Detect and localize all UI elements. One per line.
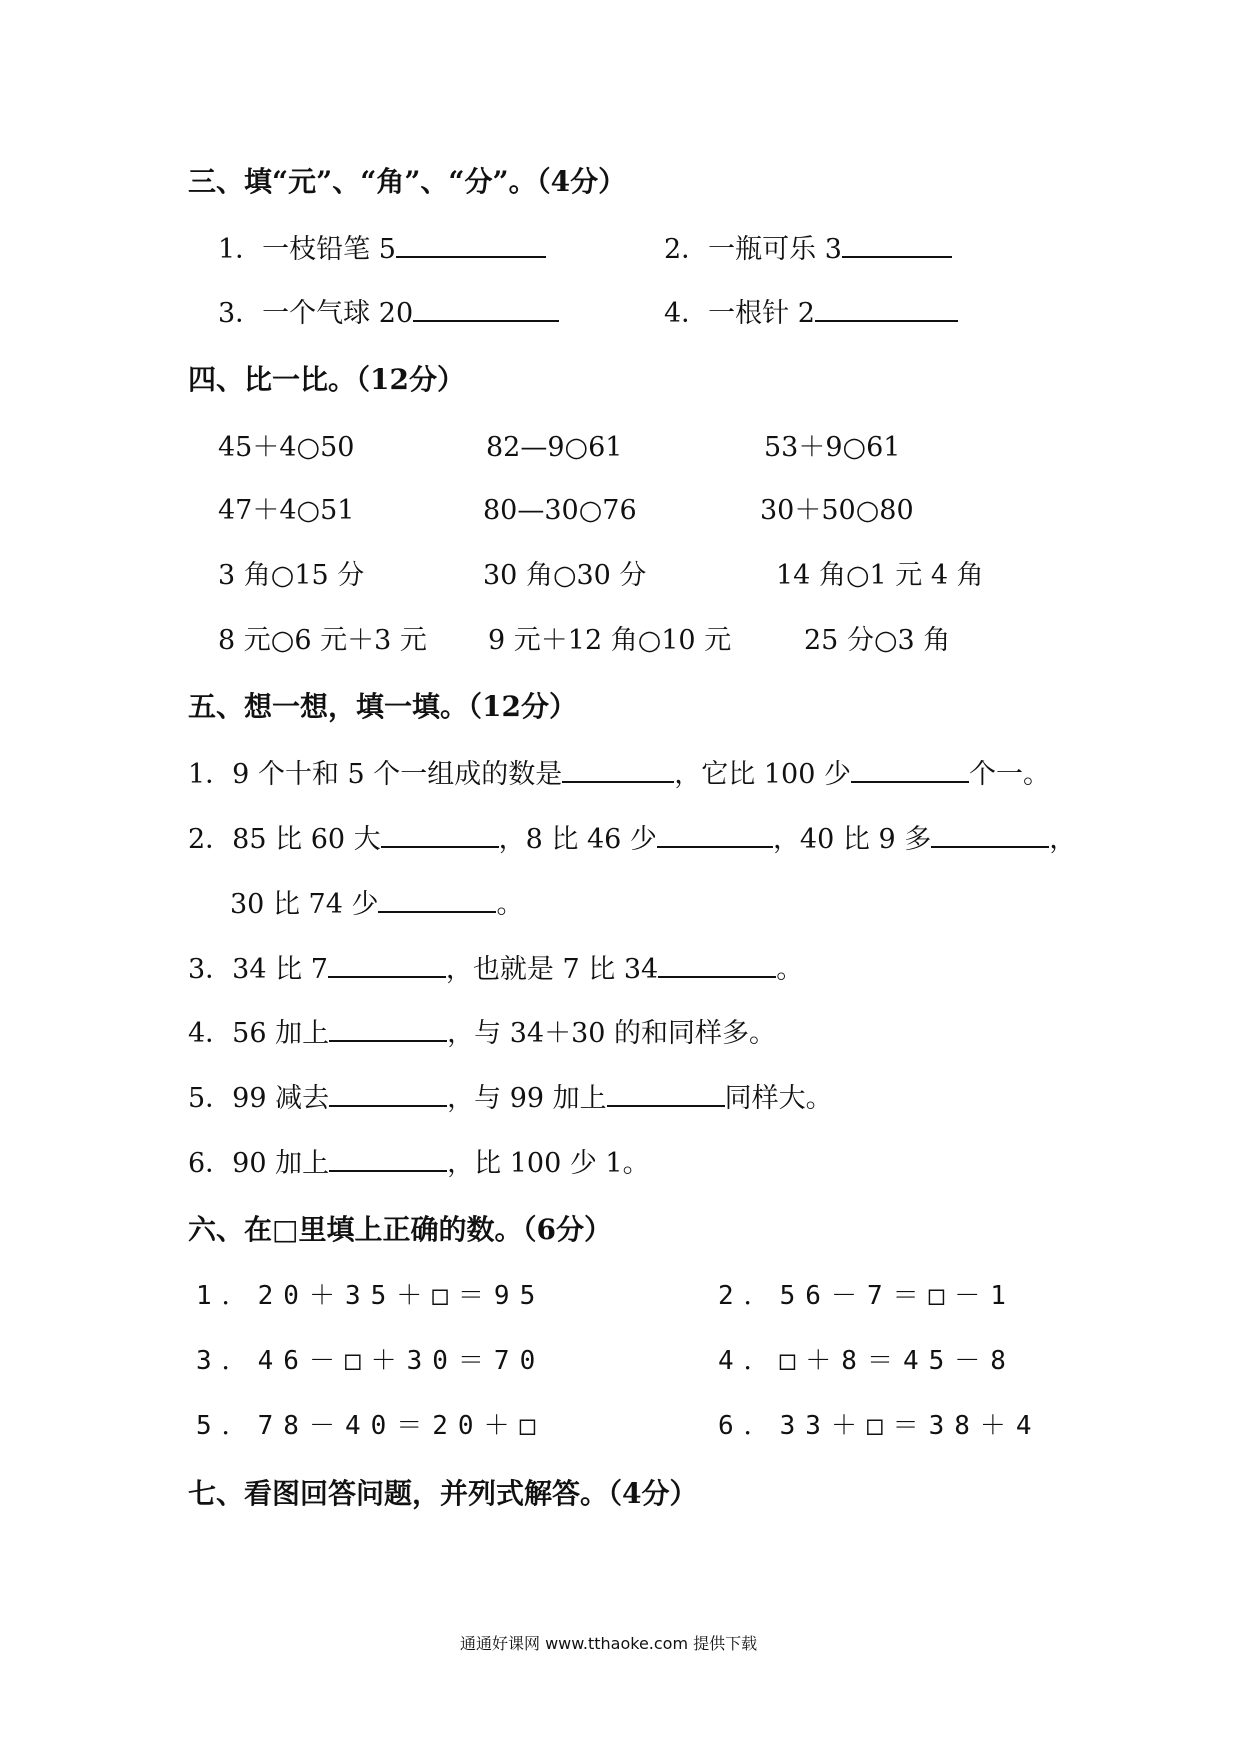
question-text: 4．56 加上: [188, 1018, 330, 1049]
answer-blank[interactable]: [329, 1169, 447, 1172]
question-text: ，40 比 9 多: [772, 824, 932, 855]
equation-item: 4．□＋8＝45－8: [718, 1346, 1016, 1376]
question-text: 3．34 比 7: [188, 954, 328, 985]
question-text: ，8 比 46 少: [498, 824, 657, 855]
question-label: 2．一瓶可乐 3: [664, 234, 842, 265]
answer-blank[interactable]: [329, 1104, 447, 1107]
question-3-2: [664, 236, 952, 263]
compare-item: 82—9○61: [486, 432, 623, 463]
equation-item: 6．33＋□＝38＋4: [718, 1411, 1042, 1441]
question-5-2: [188, 826, 1076, 853]
answer-blank[interactable]: [607, 1104, 725, 1107]
question-5-5: [188, 1085, 833, 1112]
question-text: 1．9 个十和 5 个一组成的数是: [188, 759, 563, 790]
answer-blank[interactable]: [562, 780, 674, 783]
compare-item: 47＋4○51: [218, 495, 355, 526]
question-label: 4．一根针 2: [664, 298, 815, 329]
compare-item: 3 角○15 分: [218, 560, 365, 591]
question-label: 3．一个气球 20: [218, 298, 414, 329]
question-5-4: [188, 1020, 776, 1047]
question-5-3: [188, 956, 803, 983]
answer-blank[interactable]: [413, 319, 559, 322]
answer-blank[interactable]: [378, 910, 496, 913]
equation-item: 5．78－40＝20＋□: [196, 1411, 546, 1441]
compare-item: 80—30○76: [483, 495, 637, 526]
question-5-2-continued: [230, 891, 523, 918]
question-5-1: [188, 761, 1050, 788]
compare-item: 9 元＋12 角○10 元: [488, 625, 732, 656]
answer-blank[interactable]: [381, 845, 499, 848]
question-text: 。: [496, 889, 524, 920]
answer-blank[interactable]: [657, 845, 773, 848]
answer-blank[interactable]: [851, 780, 969, 783]
compare-item: 25 分○3 角: [804, 625, 951, 656]
answer-blank[interactable]: [842, 255, 952, 258]
answer-blank[interactable]: [815, 319, 958, 322]
question-text: ，与 99 加上: [447, 1083, 607, 1114]
page-footer: 通通好课网 www.tthaoke.com 提供下载: [460, 1634, 758, 1653]
question-text: ，与 34＋30 的和同样多。: [447, 1018, 777, 1049]
question-text: ，: [1049, 824, 1077, 855]
equation-item: 3．46－□＋30＝70: [196, 1346, 546, 1376]
answer-blank[interactable]: [396, 255, 546, 258]
compare-item: 30 角○30 分: [483, 560, 647, 591]
section-6-heading: 六、在□里填上正确的数。（6分）: [188, 1213, 612, 1246]
question-text: ，它比 100 少: [674, 759, 851, 790]
question-text: ，比 100 少 1。: [447, 1148, 650, 1179]
compare-item: 8 元○6 元＋3 元: [218, 625, 427, 656]
question-text: 5．99 减去: [188, 1083, 330, 1114]
equation-item: 2．56－7＝□－1: [718, 1281, 1016, 1311]
section-7-heading: 七、看图回答问题，并列式解答。（4分）: [188, 1477, 698, 1510]
question-text: ，也就是 7 比 34: [445, 954, 659, 985]
answer-blank[interactable]: [329, 1039, 447, 1042]
question-5-6: [188, 1150, 650, 1177]
question-3-3: [218, 300, 559, 327]
question-text: 2．85 比 60 大: [188, 824, 381, 855]
compare-item: 53＋9○61: [764, 432, 901, 463]
compare-item: 30＋50○80: [760, 495, 914, 526]
question-text: 同样大。: [724, 1083, 833, 1114]
question-text: 个一。: [969, 759, 1050, 790]
question-3-1: [218, 236, 546, 263]
question-3-4: [664, 300, 958, 327]
question-text: 。: [776, 954, 804, 985]
answer-blank[interactable]: [931, 845, 1049, 848]
question-text: 30 比 74 少: [230, 889, 379, 920]
compare-item: 45＋4○50: [218, 432, 355, 463]
section-5-heading: 五、想一想，填一填。（12分）: [188, 690, 577, 723]
compare-item: 14 角○1 元 4 角: [776, 560, 984, 591]
answer-blank[interactable]: [658, 975, 776, 978]
question-text: 6．90 加上: [188, 1148, 330, 1179]
equation-item: 1．20＋35＋□＝95: [196, 1281, 546, 1311]
section-4-heading: 四、比一比。（12分）: [188, 363, 465, 396]
question-label: 1．一枝铅笔 5: [218, 234, 396, 265]
answer-blank[interactable]: [328, 975, 446, 978]
section-3-heading: 三、填“元”、“角”、“分”。（4分）: [188, 165, 627, 198]
